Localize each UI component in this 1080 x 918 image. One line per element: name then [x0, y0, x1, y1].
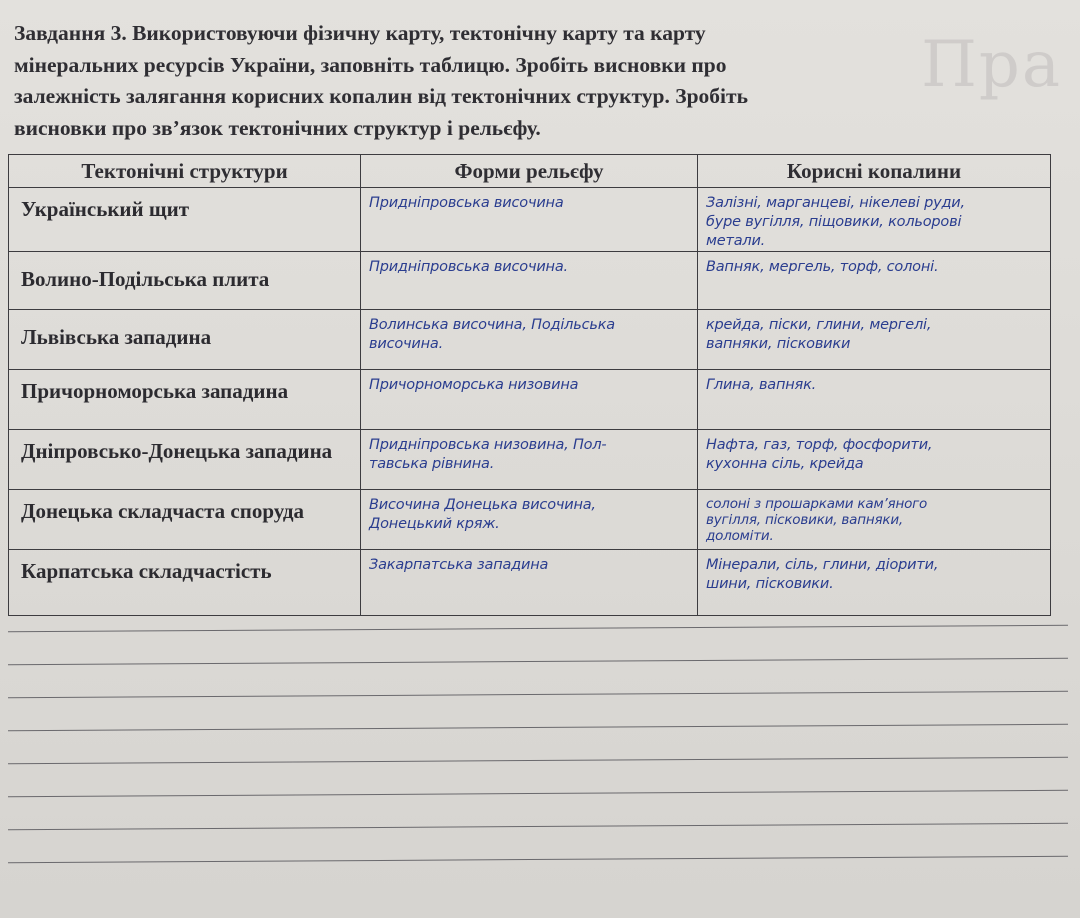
minerals-cell: [698, 188, 1051, 252]
ruled-line: [8, 724, 1068, 731]
background-bleed-text: Пра: [921, 28, 1062, 102]
handwritten-line: Вапняк, мергель, торф, солоні.: [706, 259, 939, 275]
handwritten-line: височина.: [369, 336, 443, 352]
ruled-line: [8, 757, 1068, 764]
ruled-line: [8, 856, 1068, 863]
handwritten-line: вугілля, пісковики, вапняки,: [706, 512, 904, 528]
handwritten-line: Причорноморська низовина: [369, 377, 579, 393]
handwritten-line: тавська рівнина.: [369, 456, 495, 472]
ruled-answer-lines: [8, 628, 1068, 892]
relief-cell: [361, 550, 698, 616]
handwritten-line: Глина, вапняк.: [706, 377, 817, 393]
ruled-line: [8, 625, 1068, 632]
table-row: [9, 310, 1051, 370]
table-row: [9, 188, 1051, 252]
handwritten-line: кухонна сіль, крейда: [706, 456, 864, 472]
relief-cell: [361, 430, 698, 490]
minerals-cell: [698, 430, 1051, 490]
table-row: [9, 430, 1051, 490]
handwritten-line: солоні з прошарками кам’яного: [706, 496, 928, 512]
structure-cell: Причорноморська западина: [9, 370, 361, 430]
structure-cell: Дніпровсько-Донецька западина: [9, 430, 361, 490]
handwritten-line: Нафта, газ, торф, фосфорити,: [706, 437, 933, 453]
handwritten-line: метали.: [706, 233, 766, 249]
handwritten-line: буре вугілля, піщовики, кольорові: [706, 214, 962, 230]
handwritten-line: Придніпровська височина: [369, 195, 564, 211]
task-line: висновки про зв’язок тектонічних структур і рельєфу.: [14, 115, 541, 140]
handwritten-line: Мінерали, сіль, глини, діорити,: [706, 557, 939, 573]
minerals-cell: [698, 550, 1051, 616]
relief-cell: [361, 490, 698, 550]
task-text: [14, 18, 914, 144]
table-row: [9, 370, 1051, 430]
table-row: [9, 550, 1051, 616]
minerals-cell: [698, 310, 1051, 370]
handwritten-line: шини, пісковики.: [706, 576, 834, 592]
relief-cell: [361, 310, 698, 370]
header-structures: Тектонічні структури: [9, 155, 361, 188]
task-line: залежність залягання корисних копалин від тектонічних структур. Зробіть: [14, 84, 748, 108]
structure-cell: Волино-Подільська плита: [9, 252, 361, 310]
table-row: [9, 252, 1051, 310]
table-header-row: [9, 155, 1051, 188]
minerals-cell: [698, 490, 1051, 550]
handwritten-line: Закарпатська западина: [369, 557, 549, 573]
handwritten-line: крейда, піски, глини, мергелі,: [706, 317, 932, 333]
task-line: Завдання 3. Використовуючи фізичну карту, тектонічну карту та карту: [14, 21, 706, 45]
ruled-line: [8, 823, 1068, 830]
answer-table: [8, 154, 1051, 616]
handwritten-line: Донецький кряж.: [369, 516, 500, 532]
handwritten-line: доломіти.: [706, 528, 774, 544]
minerals-cell: [698, 252, 1051, 310]
relief-cell: [361, 252, 698, 310]
relief-cell: [361, 370, 698, 430]
handwritten-line: Придніпровська низовина, Пол-: [369, 437, 607, 453]
handwritten-line: Придніпровська височина.: [369, 259, 568, 275]
table-row: [9, 490, 1051, 550]
structure-cell: Карпатська складчастість: [9, 550, 361, 616]
structure-cell: Донецька складчаста споруда: [9, 490, 361, 550]
handwritten-line: Залізні, марганцеві, нікелеві руди,: [706, 195, 965, 211]
ruled-line: [8, 691, 1068, 698]
ruled-line: [8, 658, 1068, 665]
header-relief: Форми рельєфу: [361, 155, 698, 188]
handwritten-line: Височина Донецька височина,: [369, 497, 596, 513]
relief-cell: [361, 188, 698, 252]
structure-cell: Український щит: [9, 188, 361, 252]
task-line: мінеральних ресурсів України, заповніть таблицю. Зробіть висновки про: [14, 52, 727, 77]
handwritten-line: Волинська височина, Подільська: [369, 317, 615, 333]
ruled-line: [8, 790, 1068, 797]
minerals-cell: [698, 370, 1051, 430]
structure-cell: Львівська западина: [9, 310, 361, 370]
handwritten-line: вапняки, пісковики: [706, 336, 851, 352]
header-minerals: Корисні копалини: [698, 155, 1051, 188]
